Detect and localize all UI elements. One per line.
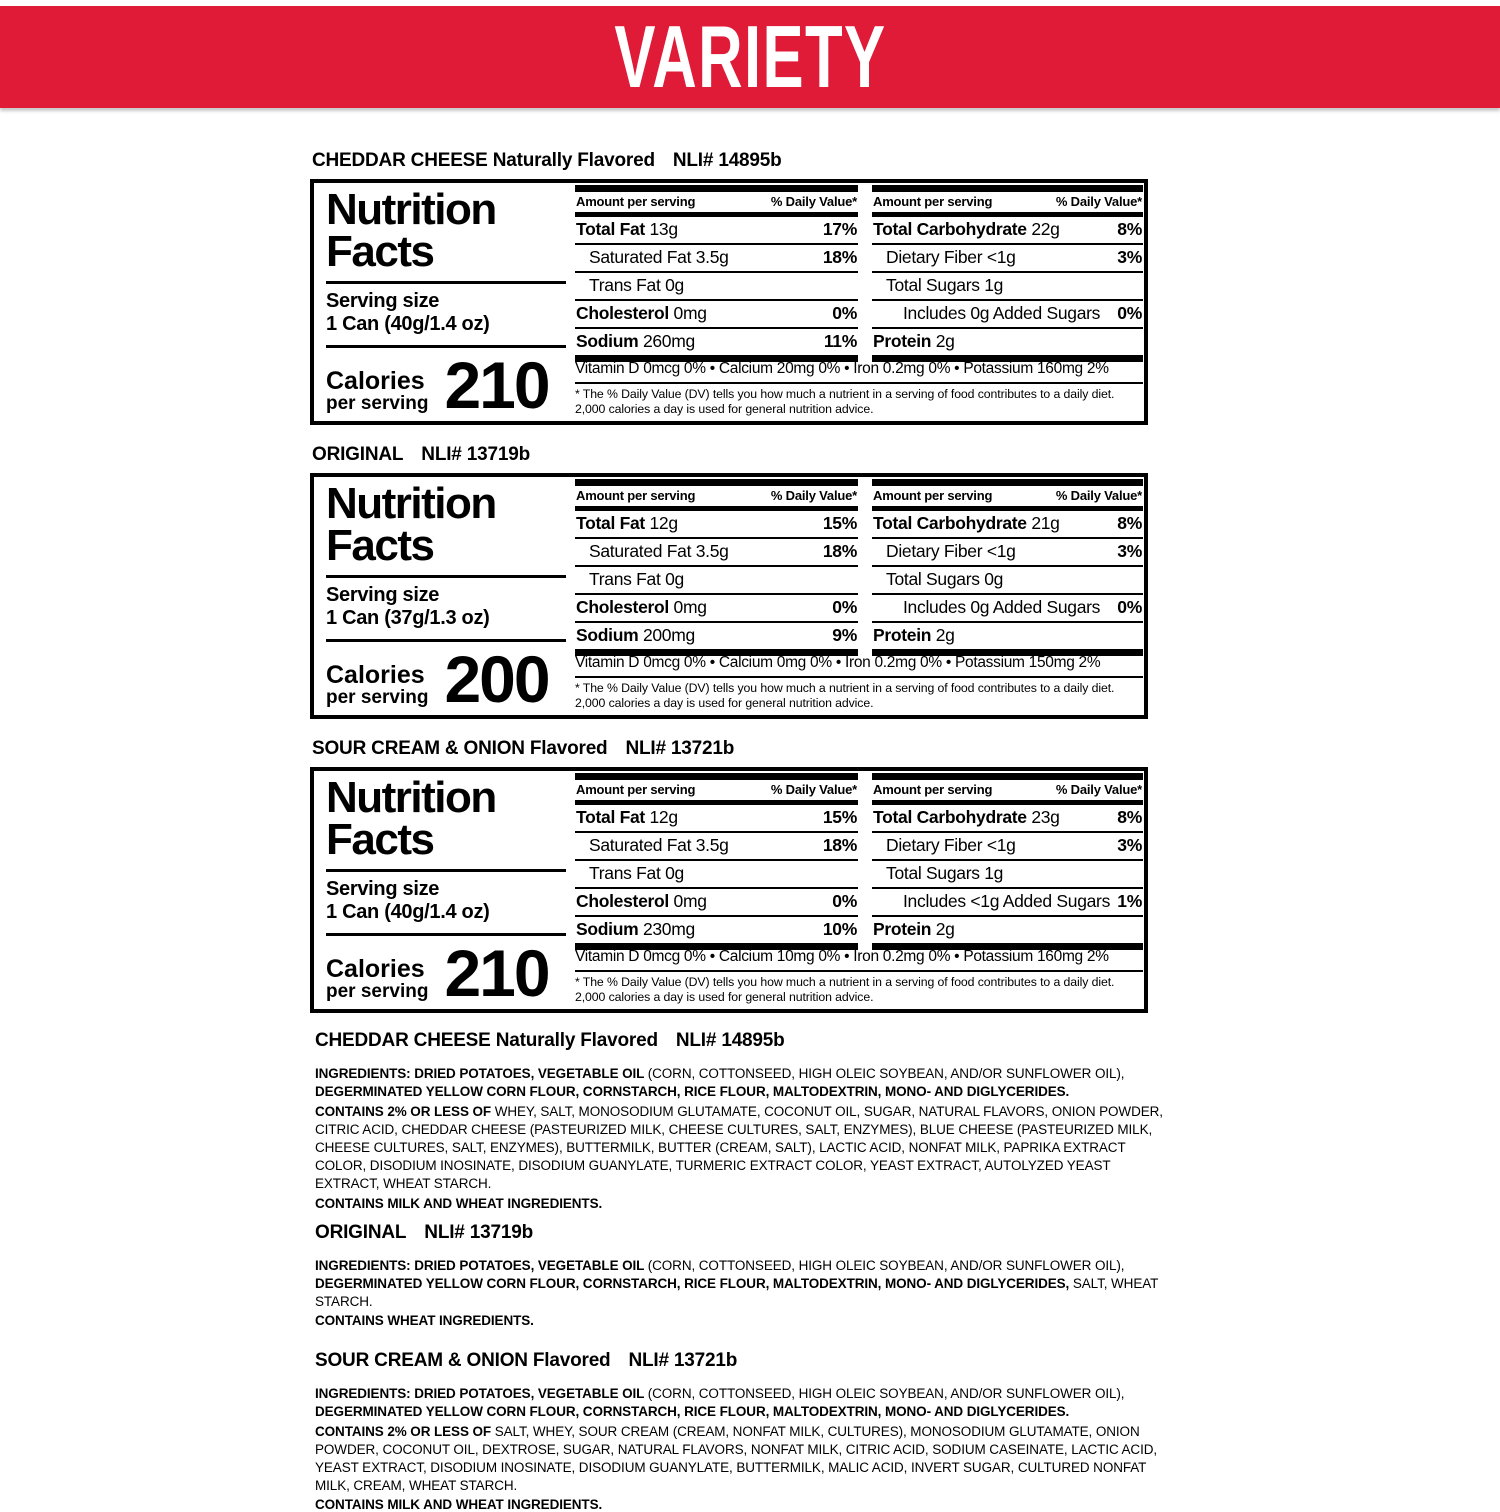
- ingredients-paragraph: INGREDIENTS: DRIED POTATOES, VEGETABLE OIL (CORN, COTTONSEED, HIGH OLEIC SOYBEAN, AND/OR SUNFLOWER OIL), DEGERMINATED YELLOW CORN FLOUR, CORNSTARCH, RICE FLOUR, MALTODEXTRIN, MONO- AND DIGLYCERIDES.: [315, 1386, 1125, 1420]
- divider: [575, 773, 858, 780]
- ingredients-heading: ORIGINAL NLI# 13719b: [315, 1222, 533, 1243]
- nutrient-row-dietary-fiber: Dietary Fiber <1g 3%: [872, 539, 1143, 567]
- nutrition-facts-heading: Nutrition Facts: [326, 185, 496, 276]
- nutrient-row-added-sugars: Includes <1g Added Sugars 1%: [872, 889, 1143, 917]
- divider: [575, 479, 858, 486]
- nutrient-row-total-fat: Total Fat 13g 17%: [575, 217, 858, 245]
- facts-middle-column: Amount per serving % Daily Value* Total Fat 13g 17% Saturated Fat 3.5g 18% Trans Fat 0g Cholesterol 0mg 0% Sodium 260mg 11%: [575, 185, 858, 362]
- nutrient-row-total-sugars: Total Sugars 0g: [872, 567, 1143, 595]
- serving-size: Serving size 1 Can (37g/1.3 oz): [326, 583, 490, 630]
- divider: [326, 281, 566, 284]
- flavor-name: CHEDDAR CHEESE Naturally Flavored: [312, 150, 655, 171]
- divider: [872, 479, 1143, 486]
- nutrient-row-total-sugars: Total Sugars 1g: [872, 273, 1143, 301]
- vitamins-line: Vitamin D 0mcg 0% • Calcium 0mg 0% • Iron 0.2mg 0% • Potassium 150mg 2%: [575, 654, 1101, 671]
- calories-value: 210: [444, 935, 549, 1010]
- nutrient-row-total-fat: Total Fat 12g 15%: [575, 805, 858, 833]
- nutrient-row-protein: Protein 2g: [873, 625, 955, 645]
- divider: [326, 869, 566, 872]
- ingredients-original: [315, 1222, 1163, 1328]
- ingredients-paragraph: CONTAINS 2% OR LESS OF WHEY, SALT, MONOSODIUM GLUTAMATE, COCONUT OIL, SUGAR, NATURAL FLAVORS, ONION POWDER, CITRIC ACID, CHEDDAR CHEESE (PASTEURIZED MILK, CHEESE CULTURES, SALT, ENZYMES), BLUE CHEESE (PASTEURIZED MILK, CHEESE CULTURES, SALT, ENZYMES), BUTTERMILK, BUTTER (CREAM, SALT), LACTIC ACID, NONFAT MILK, PAPRIKA EXTRACT COLOR, DISODIUM INOSINATE, DISODIUM GUANYLATE, TURMERIC EXTRACT COLOR, YEAST EXTRACT, AUTOLYZED YEAST EXTRACT, WHEAT STARCH.: [315, 1104, 1163, 1192]
- divider: [575, 185, 858, 192]
- facts-left-panel: [326, 773, 566, 1010]
- nutrition-facts-box: [310, 179, 1148, 425]
- daily-value-footnote: * The % Daily Value (DV) tells you how much a nutrient in a serving of food contributes to a daily diet. 2,000 calories a day is used for general nutrition advice.: [575, 676, 1143, 712]
- nutrient-row-protein: Protein 2g: [873, 331, 955, 351]
- nli-number: NLI# 13719b: [421, 444, 530, 465]
- divider: [326, 575, 566, 578]
- nutrient-row-saturated-fat: Saturated Fat 3.5g 18%: [575, 833, 858, 861]
- facts-left-panel: [326, 185, 566, 422]
- nutrient-row-saturated-fat: Saturated Fat 3.5g 18%: [575, 539, 858, 567]
- label-title: [312, 150, 1148, 172]
- facts-left-panel: [326, 479, 566, 716]
- facts-middle-column: Amount per serving % Daily Value* Total Fat 12g 15% Saturated Fat 3.5g 18% Trans Fat 0g Cholesterol 0mg 0% Sodium 230mg 10%: [575, 773, 858, 950]
- serving-size: Serving size 1 Can (40g/1.4 oz): [326, 289, 490, 336]
- calories-value: 210: [444, 347, 549, 422]
- nutrient-row-saturated-fat: Saturated Fat 3.5g 18%: [575, 245, 858, 273]
- nutrient-row-total-carbohydrate: Total Carbohydrate 22g 8%: [872, 217, 1143, 245]
- nutrient-row-total-sugars: Total Sugars 1g: [872, 861, 1143, 889]
- nutrient-row-added-sugars: Includes 0g Added Sugars 0%: [872, 301, 1143, 329]
- nutrient-row-sodium: Sodium 260mg 11%: [576, 331, 857, 351]
- nutrient-row-protein: Protein 2g: [873, 919, 955, 939]
- ingredients-heading: CHEDDAR CHEESE Naturally Flavored NLI# 14895b: [315, 1030, 785, 1051]
- allergen-statement: CONTAINS WHEAT INGREDIENTS.: [315, 1313, 534, 1329]
- nutrient-row-cholesterol: Cholesterol 0mg 0%: [575, 595, 858, 623]
- nutrient-row-total-fat: Total Fat 12g 15%: [575, 511, 858, 539]
- facts-middle-column: Amount per serving % Daily Value* Total Fat 12g 15% Saturated Fat 3.5g 18% Trans Fat 0g Cholesterol 0mg 0% Sodium 200mg 9%: [575, 479, 858, 656]
- calories-block: Calories per serving 210: [326, 935, 549, 1010]
- vitamins-line: Vitamin D 0mcg 0% • Calcium 10mg 0% • Iron 0.2mg 0% • Potassium 160mg 2%: [575, 948, 1109, 965]
- ingredients-heading: SOUR CREAM & ONION Flavored NLI# 13721b: [315, 1350, 738, 1371]
- nutrition-facts-heading: Nutrition Facts: [326, 773, 496, 864]
- allergen-statement: CONTAINS MILK AND WHEAT INGREDIENTS.: [315, 1195, 603, 1211]
- vitamins-line: Vitamin D 0mcg 0% • Calcium 20mg 0% • Iron 0.2mg 0% • Potassium 160mg 2%: [575, 360, 1109, 377]
- divider: [872, 773, 1143, 780]
- label-title: [312, 444, 1148, 466]
- ingredients-paragraph: INGREDIENTS: DRIED POTATOES, VEGETABLE OIL (CORN, COTTONSEED, HIGH OLEIC SOYBEAN, AND/OR SUNFLOWER OIL), DEGERMINATED YELLOW CORN FLOUR, CORNSTARCH, RICE FLOUR, MALTODEXTRIN, MONO- AND DIGLYCERIDES, SALT, WHEAT STARCH.: [315, 1258, 1159, 1310]
- variety-banner: [0, 6, 1500, 108]
- facts-right-column: Amount per serving % Daily Value* Total Carbohydrate 23g 8% Dietary Fiber <1g 3% Total Sugars 1g Includes <1g Added Sugars 1% Protein 2g: [872, 773, 1143, 950]
- nutrient-row-trans-fat: Trans Fat 0g: [575, 567, 858, 595]
- banner-title: VARIETY: [613, 7, 887, 106]
- nli-number: NLI# 14895b: [672, 150, 782, 171]
- allergen-statement: CONTAINS MILK AND WHEAT INGREDIENTS.: [315, 1497, 603, 1512]
- ingredients-cheddar: [315, 1030, 1163, 1211]
- nli-number: NLI# 13721b: [625, 738, 735, 759]
- calories-block: Calories per serving 210: [326, 347, 549, 422]
- nutrition-label-sour-cream-onion: [310, 738, 1148, 1013]
- nutrient-row-cholesterol: Cholesterol 0mg 0%: [575, 889, 858, 917]
- daily-value-footnote: * The % Daily Value (DV) tells you how much a nutrient in a serving of food contributes to a daily diet. 2,000 calories a day is used for general nutrition advice.: [575, 970, 1143, 1006]
- nutrition-label-original: [310, 444, 1148, 719]
- nutrition-label-cheddar: [310, 150, 1148, 425]
- nutrition-facts-heading: Nutrition Facts: [326, 479, 496, 570]
- ingredients-sour-cream-onion: [315, 1350, 1163, 1512]
- serving-size: Serving size 1 Can (40g/1.4 oz): [326, 877, 490, 924]
- nutrient-row-sodium: Sodium 230mg 10%: [576, 919, 857, 939]
- flavor-name: SOUR CREAM & ONION Flavored: [312, 738, 608, 759]
- ingredients-paragraph: CONTAINS 2% OR LESS OF SALT, WHEY, SOUR CREAM (CREAM, NONFAT MILK, CULTURES), MONOSODIUM GLUTAMATE, ONION POWDER, COCONUT OIL, DEXTROSE, SUGAR, NATURAL FLAVORS, NONFAT MILK, CITRIC ACID, SODIUM CASEINATE, LACTIC ACID, YEAST EXTRACT, DISODIUM INOSINATE, DISODIUM GUANYLATE, BUTTERMILK, MALIC ACID, INVERT SUGAR, CULTURED NONFAT MILK, CREAM, WHEAT STARCH.: [315, 1424, 1158, 1494]
- facts-right-column: Amount per serving % Daily Value* Total Carbohydrate 21g 8% Dietary Fiber <1g 3% Total Sugars 0g Includes 0g Added Sugars 0% Protein 2g: [872, 479, 1143, 656]
- nutrient-row-sodium: Sodium 200mg 9%: [576, 625, 857, 645]
- calories-block: Calories per serving 200: [326, 641, 549, 716]
- nutrient-row-trans-fat: Trans Fat 0g: [575, 273, 858, 301]
- nutrient-row-trans-fat: Trans Fat 0g: [575, 861, 858, 889]
- facts-right-column: Amount per serving % Daily Value* Total Carbohydrate 22g 8% Dietary Fiber <1g 3% Total Sugars 1g Includes 0g Added Sugars 0% Protein 2g: [872, 185, 1143, 362]
- nutrient-row-cholesterol: Cholesterol 0mg 0%: [575, 301, 858, 329]
- nutrient-row-dietary-fiber: Dietary Fiber <1g 3%: [872, 245, 1143, 273]
- nutrient-row-dietary-fiber: Dietary Fiber <1g 3%: [872, 833, 1143, 861]
- flavor-name: ORIGINAL: [312, 444, 404, 465]
- nutrition-facts-box: [310, 767, 1148, 1013]
- nutrient-row-total-carbohydrate: Total Carbohydrate 23g 8%: [872, 805, 1143, 833]
- label-title: [312, 738, 1148, 760]
- nutrient-row-added-sugars: Includes 0g Added Sugars 0%: [872, 595, 1143, 623]
- daily-value-footnote: * The % Daily Value (DV) tells you how much a nutrient in a serving of food contributes to a daily diet. 2,000 calories a day is used for general nutrition advice.: [575, 382, 1143, 418]
- nutrient-row-total-carbohydrate: Total Carbohydrate 21g 8%: [872, 511, 1143, 539]
- divider: [872, 185, 1143, 192]
- ingredients-paragraph: INGREDIENTS: DRIED POTATOES, VEGETABLE OIL (CORN, COTTONSEED, HIGH OLEIC SOYBEAN, AND/OR SUNFLOWER OIL), DEGERMINATED YELLOW CORN FLOUR, CORNSTARCH, RICE FLOUR, MALTODEXTRIN, MONO- AND DIGLYCERIDES.: [315, 1066, 1125, 1100]
- nutrition-facts-box: [310, 473, 1148, 719]
- calories-value: 200: [444, 641, 549, 716]
